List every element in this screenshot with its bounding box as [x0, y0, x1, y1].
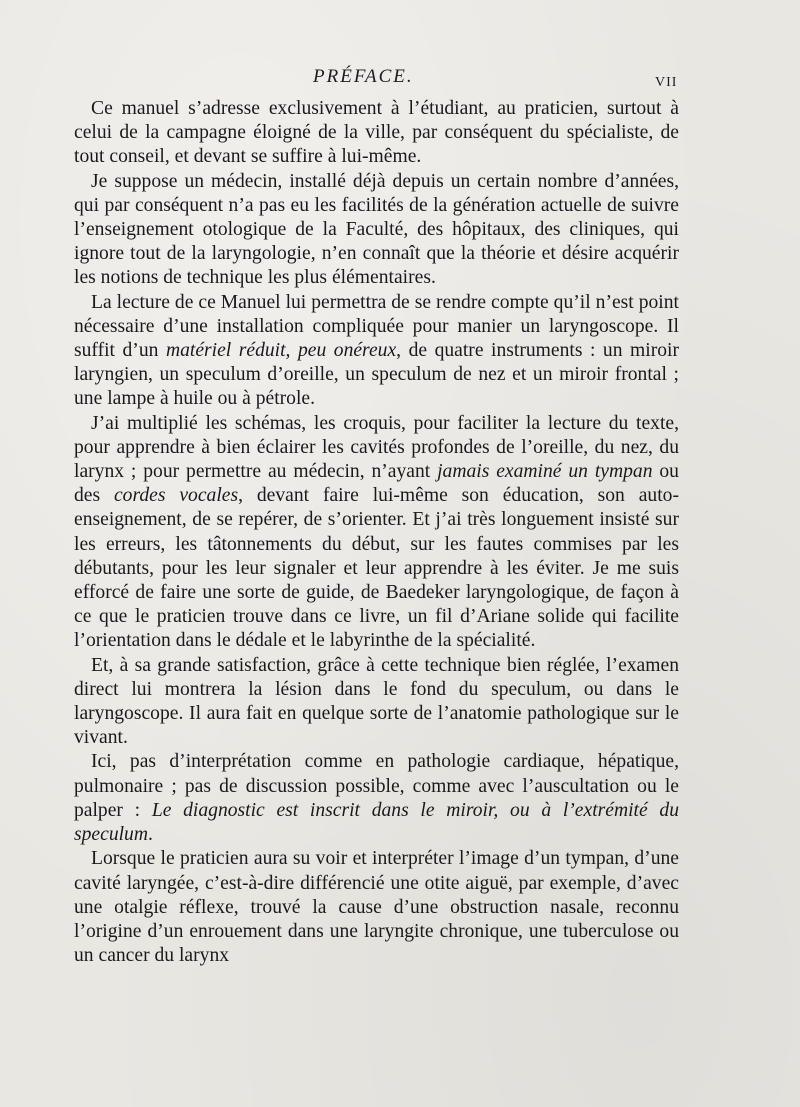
text-run: La lecture de ce Manuel lui permettra de se rendre compte qu’il n’est point nécessaire d’une installation compliquée pour manier un laryngoscope. Il suffit d’un	[74, 291, 679, 362]
paragraph	[74, 750, 679, 847]
italic-phrase: jamais examiné un tympan	[437, 461, 653, 483]
text-run: , devant faire lui-même son éducation, son auto-enseignement, de se repérer, de s’orienter. Et j’ai très longuement insisté sur les erreurs, les tâtonnements du début, sur les fautes commises par les débutants, pour les leur signaler et leur apprendre à les éviter. Je me suis efforcé de faire une sorte de guide, de Baedeker laryngologique, de façon à ce que le praticien trouve dans ce livre, un fil d’Ariane solide qui facilite l’orientation dans le dédale et le labyrinthe de la spécialité.	[74, 485, 679, 652]
body-text	[74, 97, 679, 968]
italic-phrase: matériel réduit, peu onéreux	[165, 340, 397, 362]
paragraph	[74, 291, 679, 412]
paragraph	[74, 170, 679, 291]
text-run: J’ai multiplié les schémas, les croquis, pour faciliter la lecture du texte, pour apprendre à bien éclairer les cavités profondes de l’oreille, du nez, du larynx ; pour permettre au médecin, n’ayant	[74, 412, 679, 483]
italic-phrase: Le diagnostic est inscrit dans le miroir, ou à l’extrémité du speculum	[74, 799, 679, 846]
page-number: VII	[655, 75, 678, 90]
text-run: Je suppose un médecin, installé déjà depuis un certain nombre d’années, qui par conséquent n’a pas eu les facilités de la génération actuelle de suivre l’enseignement otologique de la Faculté, des hôpitaux, des cliniques, qui ignore tout de la laryngologie, n’en connaît que la théorie et désire acquérir les notions de technique les plus élémentaires.	[74, 170, 679, 289]
paragraph	[74, 847, 679, 968]
text-run: .	[148, 824, 153, 846]
paragraph	[74, 654, 679, 751]
text-run: Ce manuel s’adresse exclusivement à l’étudiant, au praticien, surtout à celui de la campagne éloigné de la ville, par conséquent du spécialiste, de tout conseil, et devant se suffire à lui-même.	[74, 98, 679, 168]
running-head	[0, 66, 800, 94]
text-run: Ici, pas d’interprétation comme en pathologie cardiaque, hépatique, pulmonaire ; pas de discussion possible, comme avec l’auscultation ou le palper :	[74, 751, 679, 821]
italic-phrase: cordes vocales	[113, 485, 239, 507]
text-run: , de quatre instruments : un miroir laryngien, un speculum d’oreille, un speculum de nez et un miroir frontal ; une lampe à huile ou à pétrole.	[74, 340, 680, 410]
text-run: ou des	[74, 461, 679, 507]
text-run: Lorsque le praticien aura su voir et interpréter l’image d’un tympan, d’une cavité laryngée, c’est-à-dire différencié une otite aiguë, par exemple, d’avec une otalgie réflexe, trouvé la cause d’une obstruction nasale, reconnu l’origine d’un enrouement dans une laryngite chronique, une tuberculose ou un cancer du larynx	[74, 848, 679, 967]
text-run: Et, à sa grande satisfaction, grâce à cette technique bien réglée, l’examen direct lui montrera la lésion dans le fond du speculum, ou dans le laryngoscope. Il aura fait en quelque sorte de l’anatomie pathologique sur le vivant.	[74, 654, 679, 749]
paragraph	[74, 412, 679, 654]
running-title: PRÉFACE.	[313, 66, 414, 87]
paragraph	[74, 97, 679, 170]
